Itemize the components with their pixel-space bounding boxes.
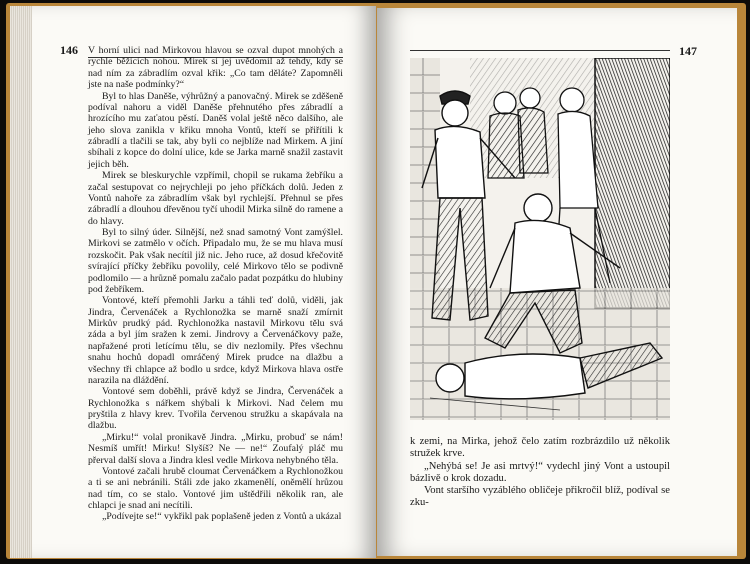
paragraph: Vont staršího vyzáblého obličeje přikročil blíž, podíval se zku- <box>410 485 670 509</box>
illustration <box>410 58 670 420</box>
right-header-rule <box>410 50 670 51</box>
right-page-text <box>410 436 670 510</box>
paragraph: „Mirku!“ volal pronikavě Jindra. „Mirku, probuď se nám! Nesmíš umřít! Mirku! Slyšíš? Ne — ne!“ Zoufalý pláč mu přerval další slova a Jindra klesl vedle Mirkova nehybného těla. <box>88 431 343 466</box>
right-page-number: 147 <box>679 44 697 58</box>
paragraph: Vontové, kteří přemohli Jarku a táhli teď dolů, viděli, jak Jindra, Červenáček a Rychlonožka se marně snaží zmírnit Mirkův prudký pád. Rychlonožka nastavil Mirkovu tělu svá záda a byl jím sražen k zemi. Jindrovy a Červenáčkovy paže, napřažené proti letícímu tělu, se div nezlomily. Přes všechnu snahu hochů dopadl omráčený Mirek prudce na dlažbu a všechny tři chlapce až bodlo u srdce, když Mirkova hlava ostře narazila na dláždění. <box>88 295 343 386</box>
illustration-drawing <box>410 58 670 420</box>
paragraph: Byl to silný úder. Silnější, než snad samotný Vont zamýšlel. Mirkovi se zatmělo v očích. Připadalo mu, že se mu hlava musí rozskočit. Pak však necítil již nic. Jeho ruce, až dosud křečovitě svírající příčky žebříku povolily, celé Mirkovo tělo se podivně podlomilo — a hrůzně pomalu začalo padat pozpátku do hlubiny pod žebříkem. <box>88 227 343 295</box>
paragraph: „Podívejte se!“ vykřikl pak poplašeně jeden z Vontů a ukázal <box>102 511 342 523</box>
left-page-number: 146 <box>60 43 78 57</box>
paragraph: Mirek se bleskurychle vzpřímil, chopil se rukama žebříku a začal sestupovat co nejrychleji po jeho příčkách dolů. Jeden z Vontů nahoře za zábradlím však byl rychlejší. Přehnul se přes zábradlí a dlouhou dřevěnou tyčí uhodil Mirka silně do ramene a do hlavy. <box>88 170 343 227</box>
paragraph: k zemi, na Mirka, jehož čelo zatím rozbrázdilo už několik stružek krve. <box>410 436 670 460</box>
paragraph: „Nehýbá se! Je asi mrtvý!“ vydechl jiný Vont a ustoupil bázlivě o krok dozadu. <box>410 460 670 484</box>
left-page-text <box>88 45 343 523</box>
paragraph: Vontové sem doběhli, právě když se Jindra, Červenáček a Rychlonožka s nářkem shýbali k Mirkovi. Nad čelem mu pryštila z hlavy krev. Tvořila červenou stružku a skapávala na dlažbu. <box>88 386 343 432</box>
page-edges <box>10 6 32 558</box>
paragraph: Byl to hlas Daněše, výhrůžný a panovačný. Mirek se zděšeně podíval nahoru a viděl Daněše přehnutého přes zábradlí a hrozícího mu zaťatou pěstí. Daněš volal ještě něco dalšího, ale jeho slova zanikla v křiku mnoha Vontů, kteří se přiřítili k zábradlí a tlačili se tak, aby byli co nejblíže nad Mirkem. A jiní sbíhali z kopce do dolní ulice, kde se Jarka marně snažil zastavit jejich běh. <box>88 90 343 170</box>
paragraph: V horní ulici nad Mirkovou hlavou se ozval dupot mnohých a rychle běžících nohou. Mirek si jej uvědomil až tehdy, kdy se nad ním za zábradlím ozval křik: „Co tam děláte? Zapomněli jste na naše podmínky?“ <box>88 45 343 91</box>
paragraph: Vontové začali hrubě cloumat Červenáčkem a Rychlonožkou a ti se ani nebránili. Stáli zde jako zkamenělí, oněmělí hrůzou nad tím, co se stalo. Vontové jim uštědřili několik ran, ale chlapci je snad ani necítili. <box>88 465 343 511</box>
